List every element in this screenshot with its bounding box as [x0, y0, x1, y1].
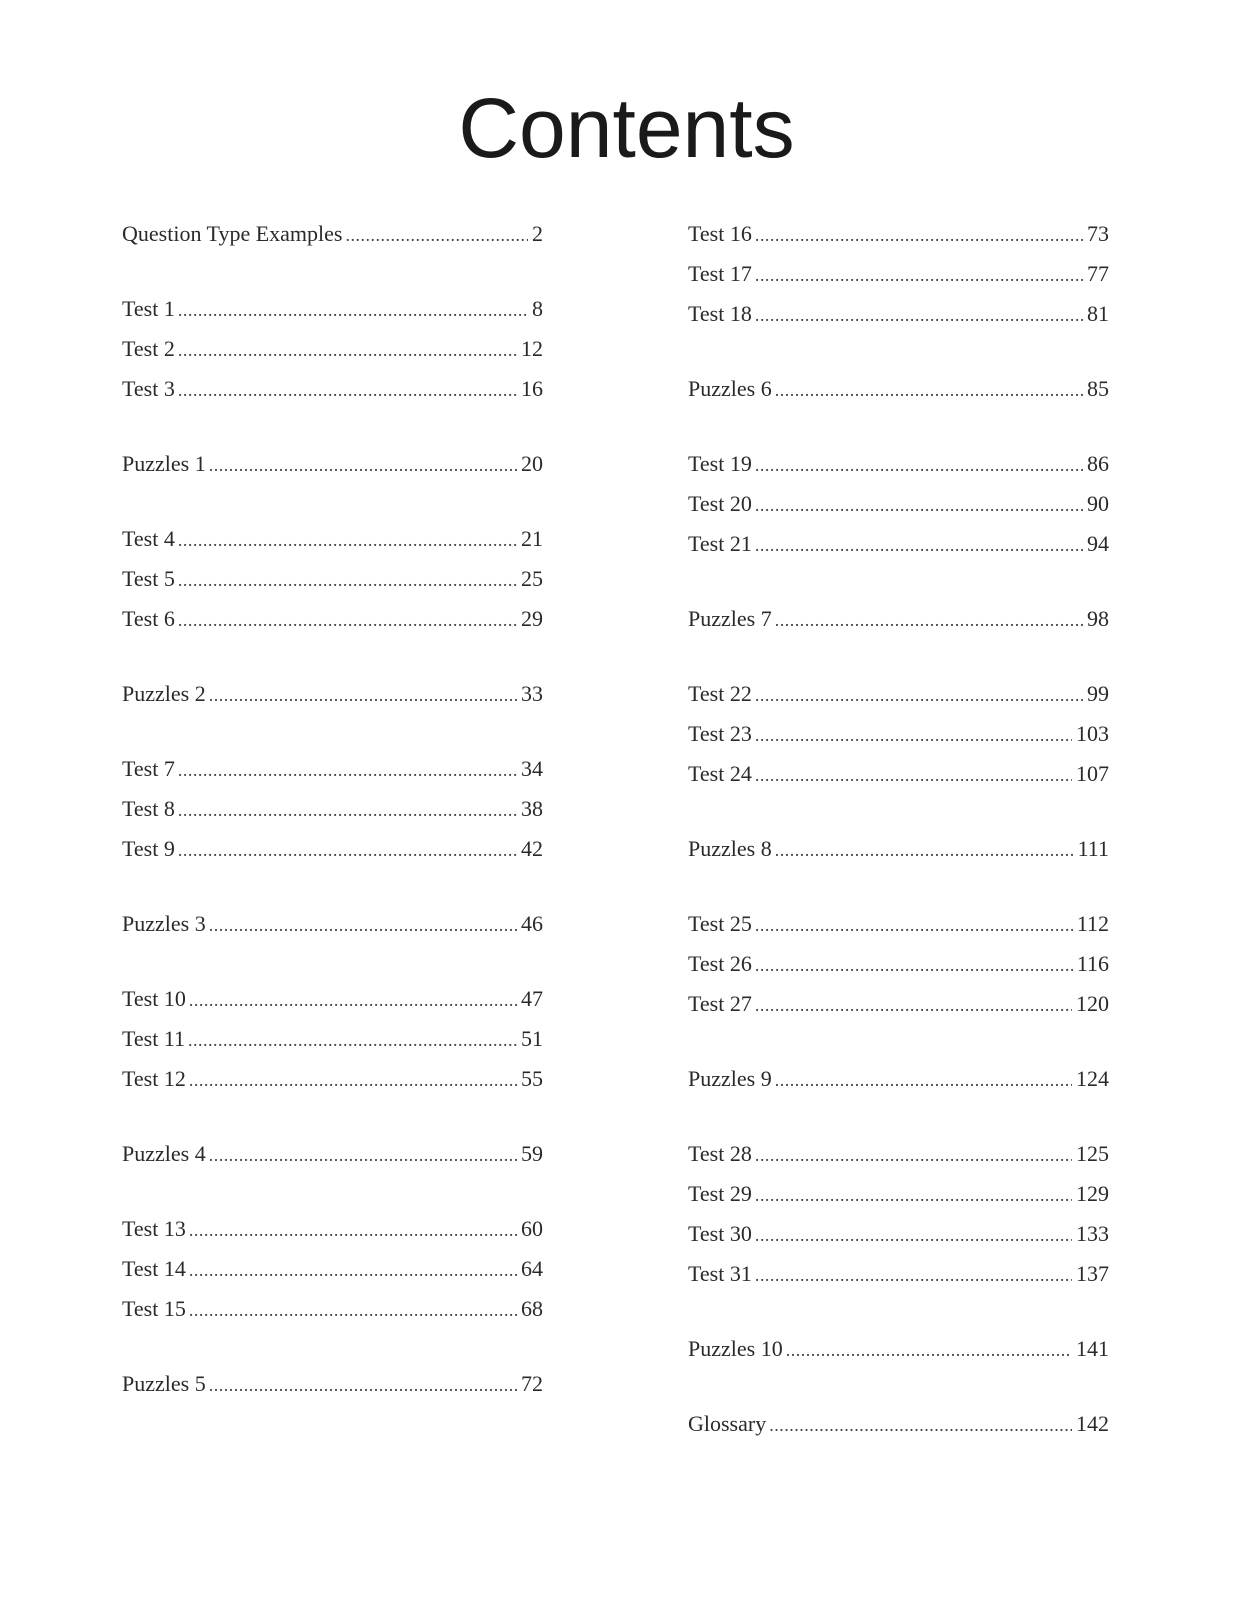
toc-entry[interactable]: [122, 1253, 543, 1293]
dot-leader: [345, 219, 528, 251]
toc-group: [688, 1333, 1109, 1373]
toc-entry-label: Puzzles 8: [688, 836, 772, 861]
dot-leader: [755, 259, 1083, 291]
toc-entry-label: Test 17: [688, 261, 752, 286]
toc-entry[interactable]: [688, 298, 1109, 338]
toc-entry[interactable]: [688, 948, 1109, 988]
toc-entry-page-number: 2: [532, 221, 543, 246]
toc-entry-page-number: 55: [521, 1066, 543, 1091]
toc-entry[interactable]: [688, 1408, 1109, 1448]
toc-group: [688, 603, 1109, 643]
toc-entry-label: Test 16: [688, 221, 752, 246]
toc-entry[interactable]: [122, 678, 543, 718]
toc-entry-label: Test 27: [688, 991, 752, 1016]
toc-entry-page-number: 85: [1087, 376, 1109, 401]
toc-entry-label: Test 23: [688, 721, 752, 746]
toc-entry[interactable]: [122, 1293, 543, 1333]
toc-entry-page-number: 60: [521, 1216, 543, 1241]
toc-entry-page-number: 47: [521, 986, 543, 1011]
dot-leader: [178, 754, 517, 786]
toc-entry-label: Glossary: [688, 1411, 767, 1436]
toc-entry[interactable]: [122, 1213, 543, 1253]
toc-entry-page-number: 125: [1076, 1141, 1109, 1166]
toc-entry[interactable]: [688, 1218, 1109, 1258]
toc-entry-label: Puzzles 7: [688, 606, 772, 631]
toc-entry-page-number: 86: [1087, 451, 1109, 476]
toc-entry-page-number: 73: [1087, 221, 1109, 246]
toc-entry-page-number: 25: [521, 566, 543, 591]
toc-group: [688, 833, 1109, 873]
toc-entry-label: Test 24: [688, 761, 752, 786]
dot-leader: [755, 1219, 1072, 1251]
toc-entry-label: Test 22: [688, 681, 752, 706]
toc-entry-label: Puzzles 4: [122, 1141, 206, 1166]
toc-entry-label: Test 10: [122, 986, 186, 1011]
toc-entry[interactable]: [122, 793, 543, 833]
toc-entry-label: Puzzles 2: [122, 681, 206, 706]
toc-entry-page-number: 141: [1076, 1336, 1109, 1361]
toc-entry-label: Test 30: [688, 1221, 752, 1246]
dot-leader: [178, 374, 517, 406]
toc-group: [688, 1063, 1109, 1103]
dot-leader: [755, 1179, 1072, 1211]
toc-entry-label: Puzzles 1: [122, 451, 206, 476]
toc-entry[interactable]: [122, 373, 543, 413]
dot-leader: [188, 1024, 517, 1056]
toc-entry[interactable]: [688, 1063, 1109, 1103]
toc-entry-page-number: 81: [1087, 301, 1109, 326]
dot-leader: [775, 834, 1074, 866]
dot-leader: [189, 1294, 517, 1326]
toc-entry-page-number: 112: [1076, 911, 1109, 936]
toc-group: [688, 373, 1109, 413]
toc-entry-label: Puzzles 6: [688, 376, 772, 401]
toc-group: [122, 1213, 543, 1333]
toc-entry-page-number: 124: [1076, 1066, 1109, 1091]
toc-entry-page-number: 94: [1087, 531, 1109, 556]
toc-entry[interactable]: [122, 833, 543, 873]
toc-entry-label: Test 7: [122, 756, 175, 781]
toc-entry[interactable]: [122, 448, 543, 488]
toc-entry-label: Test 15: [122, 1296, 186, 1321]
toc-entry[interactable]: [122, 983, 543, 1023]
toc-entry-page-number: 42: [521, 836, 543, 861]
toc-entry-label: Test 14: [122, 1256, 186, 1281]
toc-entry-page-number: 16: [521, 376, 543, 401]
toc-entry[interactable]: [122, 603, 543, 643]
toc-entry[interactable]: [688, 718, 1109, 758]
dot-leader: [769, 1409, 1072, 1441]
toc-entry-page-number: 51: [521, 1026, 543, 1051]
toc-entry-label: Puzzles 10: [688, 1336, 783, 1361]
toc-entry-label: Test 5: [122, 566, 175, 591]
dot-leader: [755, 989, 1072, 1021]
toc-group: [122, 753, 543, 873]
dot-leader: [775, 604, 1083, 636]
dot-leader: [755, 449, 1083, 481]
toc-entry-label: Test 26: [688, 951, 752, 976]
dot-leader: [755, 759, 1072, 791]
toc-entry-label: Puzzles 5: [122, 1371, 206, 1396]
dot-leader: [775, 1064, 1072, 1096]
dot-leader: [178, 834, 517, 866]
toc-group: [122, 1368, 543, 1408]
toc-entry[interactable]: [122, 523, 543, 563]
toc-entry-page-number: 77: [1087, 261, 1109, 286]
toc-entry[interactable]: [688, 908, 1109, 948]
toc-entry[interactable]: [122, 1368, 543, 1408]
toc-entry[interactable]: [688, 1138, 1109, 1178]
toc-entry-page-number: 38: [521, 796, 543, 821]
dot-leader: [189, 1214, 517, 1246]
toc-entry-page-number: 20: [521, 451, 543, 476]
toc-entry-label: Test 8: [122, 796, 175, 821]
dot-leader: [755, 909, 1073, 941]
toc-entry-page-number: 72: [521, 1371, 543, 1396]
toc-entry-page-number: 133: [1076, 1221, 1109, 1246]
dot-leader: [178, 564, 517, 596]
dot-leader: [755, 679, 1083, 711]
dot-leader: [755, 1139, 1072, 1171]
dot-leader: [755, 719, 1072, 751]
toc-group: [122, 1138, 543, 1178]
toc-entry-page-number: 33: [521, 681, 543, 706]
toc-entry-page-number: 137: [1076, 1261, 1109, 1286]
toc-entry-label: Test 21: [688, 531, 752, 556]
toc-group: [122, 983, 543, 1103]
toc-entry[interactable]: [122, 563, 543, 603]
dot-leader: [755, 1259, 1072, 1291]
dot-leader: [209, 449, 517, 481]
dot-leader: [189, 1254, 517, 1286]
toc-entry-label: Test 9: [122, 836, 175, 861]
toc-entry-page-number: 116: [1076, 951, 1109, 976]
toc-column-right: [688, 218, 1109, 1483]
toc-entry-page-number: 29: [521, 606, 543, 631]
toc-entry[interactable]: [688, 833, 1109, 873]
dot-leader: [178, 604, 517, 636]
toc-entry-page-number: 90: [1087, 491, 1109, 516]
toc-group: [122, 678, 543, 718]
toc-entry-page-number: 34: [521, 756, 543, 781]
toc-entry[interactable]: [122, 218, 543, 258]
toc-entry-page-number: 8: [532, 296, 543, 321]
toc-entry-label: Test 25: [688, 911, 752, 936]
toc-group: [688, 1408, 1109, 1448]
toc-entry[interactable]: [122, 1023, 543, 1063]
toc-group: [688, 678, 1109, 798]
toc-entry-page-number: 142: [1076, 1411, 1109, 1436]
toc-entry-page-number: 98: [1087, 606, 1109, 631]
toc-entry[interactable]: [122, 753, 543, 793]
toc-column-left: [122, 218, 543, 1443]
toc-entry[interactable]: [688, 678, 1109, 718]
toc-entry-label: Test 12: [122, 1066, 186, 1091]
toc-entry-label: Test 1: [122, 296, 175, 321]
toc-group: [122, 523, 543, 643]
toc-entry-label: Test 6: [122, 606, 175, 631]
toc-entry-label: Puzzles 3: [122, 911, 206, 936]
dot-leader: [178, 334, 517, 366]
toc-entry-page-number: 111: [1077, 836, 1109, 861]
toc-entry-page-number: 59: [521, 1141, 543, 1166]
toc-entry-label: Test 29: [688, 1181, 752, 1206]
toc-entry-page-number: 120: [1076, 991, 1109, 1016]
toc-entry-page-number: 46: [521, 911, 543, 936]
dot-leader: [178, 794, 517, 826]
toc-entry[interactable]: [688, 448, 1109, 488]
page-title: Contents: [458, 81, 795, 175]
dot-leader: [178, 294, 528, 326]
dot-leader: [755, 219, 1083, 251]
toc-entry[interactable]: [122, 1138, 543, 1178]
toc-group: [122, 293, 543, 413]
toc-entry[interactable]: [122, 908, 543, 948]
toc-entry-page-number: 99: [1087, 681, 1109, 706]
dot-leader: [775, 374, 1083, 406]
toc-entry-page-number: 68: [521, 1296, 543, 1321]
toc-entry[interactable]: [688, 218, 1109, 258]
toc-entry-label: Puzzles 9: [688, 1066, 772, 1091]
toc-entry-page-number: 21: [521, 526, 543, 551]
toc-entry[interactable]: [688, 988, 1109, 1028]
toc-entry-label: Test 28: [688, 1141, 752, 1166]
toc-entry[interactable]: [688, 258, 1109, 298]
toc-entry-page-number: 107: [1076, 761, 1109, 786]
dot-leader: [786, 1334, 1072, 1366]
toc-entry[interactable]: [688, 1258, 1109, 1298]
toc-entry[interactable]: [688, 488, 1109, 528]
toc-entry[interactable]: [688, 528, 1109, 568]
toc-group: [122, 908, 543, 948]
dot-leader: [209, 1369, 517, 1401]
toc-entry-label: Test 13: [122, 1216, 186, 1241]
toc-entry-label: Question Type Examples: [122, 221, 343, 246]
toc-group: [688, 218, 1109, 338]
toc-entry-label: Test 19: [688, 451, 752, 476]
toc-entry-label: Test 20: [688, 491, 752, 516]
toc-entry-label: Test 31: [688, 1261, 752, 1286]
toc-entry-label: Test 4: [122, 526, 175, 551]
toc-entry-page-number: 64: [521, 1256, 543, 1281]
dot-leader: [755, 489, 1083, 521]
toc-entry-page-number: 103: [1076, 721, 1109, 746]
toc-entry-label: Test 18: [688, 301, 752, 326]
toc-entry-label: Test 11: [122, 1026, 186, 1051]
toc-entry-page-number: 129: [1076, 1181, 1109, 1206]
toc-entry[interactable]: [688, 758, 1109, 798]
toc-entry[interactable]: [122, 1063, 543, 1103]
toc-entry-page-number: 12: [521, 336, 543, 361]
dot-leader: [209, 909, 517, 941]
dot-leader: [189, 984, 517, 1016]
toc-entry[interactable]: [122, 333, 543, 373]
toc-entry[interactable]: [688, 1333, 1109, 1373]
toc-entry[interactable]: [688, 1178, 1109, 1218]
toc-entry[interactable]: [688, 603, 1109, 643]
toc-entry[interactable]: [688, 373, 1109, 413]
toc-entry[interactable]: [122, 293, 543, 333]
toc-group: [122, 218, 543, 258]
toc-entry-label: Test 2: [122, 336, 175, 361]
toc-group: [688, 908, 1109, 1028]
dot-leader: [189, 1064, 517, 1096]
dot-leader: [178, 524, 517, 556]
dot-leader: [755, 949, 1073, 981]
dot-leader: [209, 1139, 517, 1171]
toc-entry-label: Test 3: [122, 376, 175, 401]
toc-group: [688, 448, 1109, 568]
dot-leader: [209, 679, 517, 711]
toc-group: [688, 1138, 1109, 1298]
dot-leader: [755, 529, 1083, 561]
toc-group: [122, 448, 543, 488]
dot-leader: [755, 299, 1083, 331]
